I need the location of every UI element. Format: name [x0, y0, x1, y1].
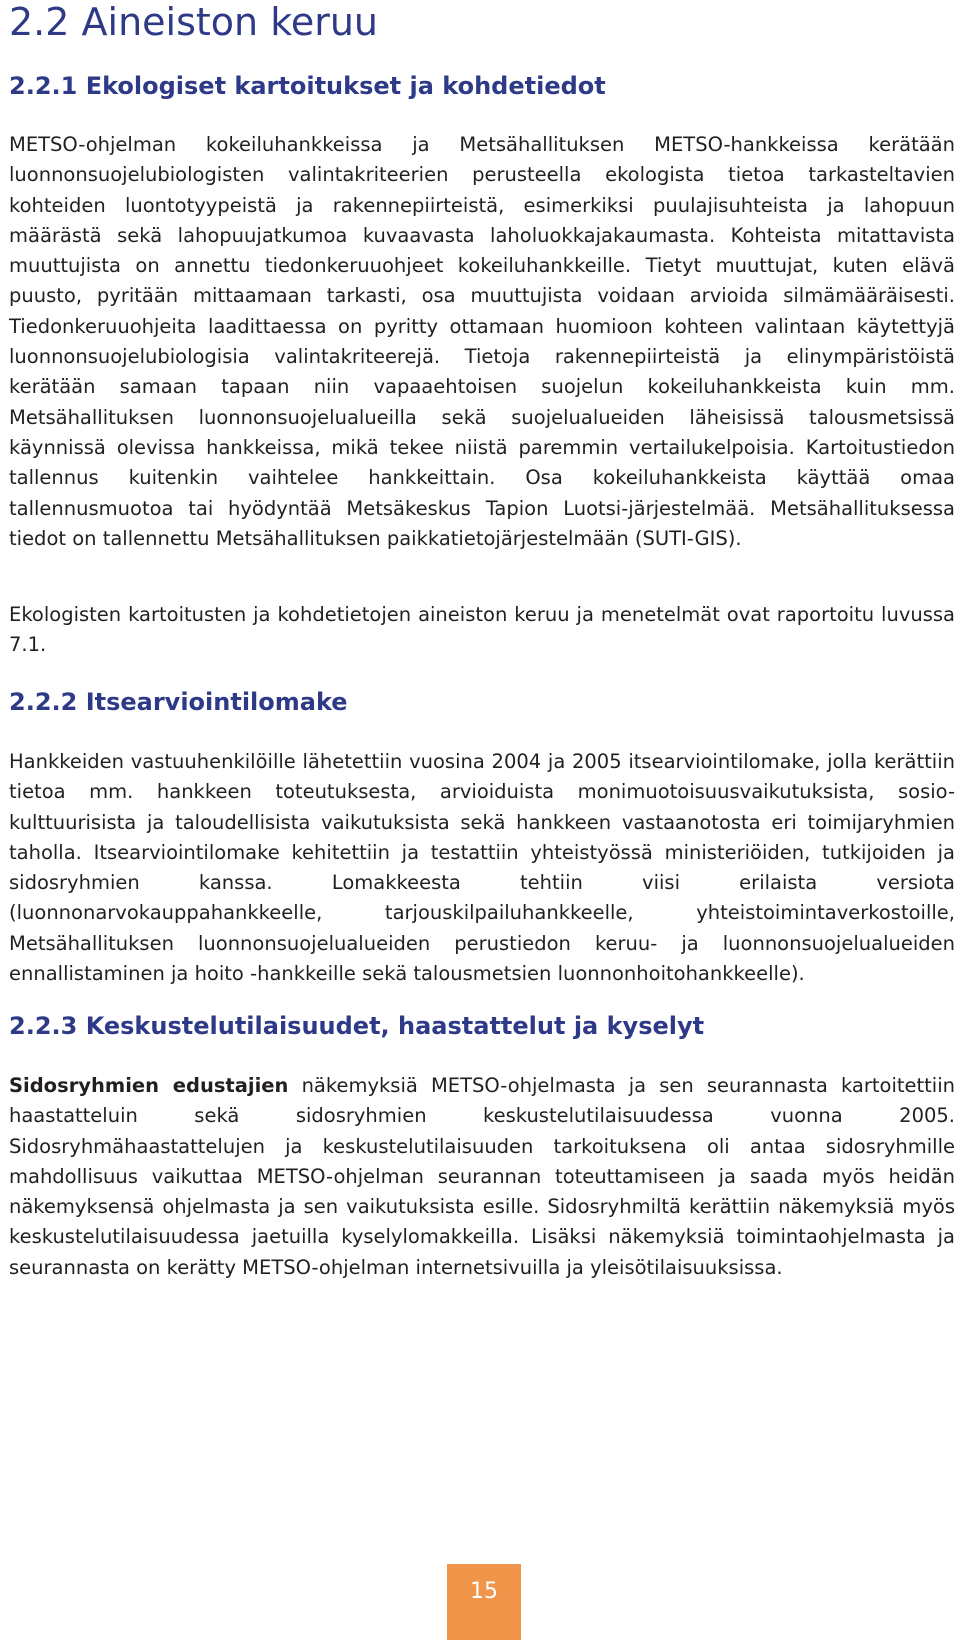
section-heading-2-2-1: 2.2.1 Ekologiset kartoitukset ja kohdetiedot [9, 72, 606, 100]
page-number: 15 [470, 1579, 498, 1604]
section-heading-2-2-2: 2.2.2 Itsearviointilomake [9, 688, 348, 716]
paragraph-rest-text: näkemyksiä METSO-ohjelmasta ja sen seurannasta kartoitettiin haastatteluin sekä sidosryhmien keskustelutilaisuudessa vuonna 2005. Sidosryhmähaastattelujen ja keskustelutilaisuuden tarkoituksena oli antaa sidosryhmille mahdollisuus vaikuttaa METSO-ohjelman seurannan toteuttamiseen ja saada myös heidän näkemyksensä ohjelmasta ja sen vaikutuksista esille. Sidosryhmiltä kerättiin näkemyksiä myös keskustelutilaisuudessa jaetuilla kyselylomakkeilla. Lisäksi näkemyksiä toimintaohjelmasta ja seurannasta on kerätty METSO-ohjelman internetsivuilla ja yleisötilaisuuksissa. [9, 1074, 955, 1279]
chapter-heading: 2.2 Aineiston keruu [9, 0, 379, 44]
lead-bold-text: Sidosryhmien edustajien [9, 1074, 289, 1097]
section-2-2-1-paragraph-1: METSO-ohjelman kokeiluhankkeissa ja Metsähallituksen METSO-hankkeissa kerätään luonnonsuojelubiologisten valintakriteerien perusteella ekologista tietoa tarkasteltavien kohteiden luontotyypeistä ja rakennepiirteistä, esimerkiksi puulajisuhteista ja lahopuun määrästä sekä lahopuujatkumoa kuvaavasta laholuokkajakaumasta. Kohteista mitattavista muuttujista on annettu tiedonkeruuohjeet kokeiluhankkeille. Tietyt muuttujat, kuten elävä puusto, pyritään mittaamaan tarkasti, osa muuttujista voidaan arvioida silmämääräisesti. Tiedonkeruuohjeita laadittaessa on pyritty ottamaan huomioon kohteen valintaan käytettyjä luonnonsuojelubiologisia valintakriteerejä. Tietoja rakennepiirteistä ja elinympäristöistä kerätään samaan tapaan niin vapaaehtoisen suojelun kokeiluhankkeista kuin mm. Metsähallituksen luonnonsuojelualueilla sekä suojelualueiden läheisissä talousmetsissä käynnissä olevissa hankkeissa, mikä tekee niistä paremmin vertailukelpoisia. Kartoitustiedon tallennus kuitenkin vaihtelee hankkeittain. Osa kokeiluhankkeista käyttää omaa tallennusmuotoa tai hyödyntää Metsäkeskus Tapion Luotsi-järjestelmää. Metsähallituksessa tiedot on tallennettu Metsähallituksen paikkatietojärjestelmään (SUTI-GIS). [9, 133, 955, 550]
section-2-2-1-paragraph-2: Ekologisten kartoitusten ja kohdetietojen aineiston keruu ja menetelmät ovat raportoitu luvussa 7.1. [9, 603, 955, 657]
section-2-2-3-paragraph [9, 1071, 955, 1283]
section-2-2-2-paragraph: Hankkeiden vastuuhenkilöille lähetettiin vuosina 2004 ja 2005 itsearviointilomake, jolla kerättiin tietoa mm. hankkeen toteutuksesta, arvioiduista monimuotoisuusvaikutuksista, sosio-kulttuurisista ja taloudellisista vaikutuksista sekä hankkeen vastaanotosta eri toimijaryhmien taholla. Itsearviointilomake kehitettiin ja testattiin yhteistyössä ministeriöiden, tutkijoiden ja sidosryhmien kanssa. Lomakkeesta tehtiin viisi erilaista versiota (luonnonarvokauppahankkeelle, tarjouskilpailuhankkeelle, yhteistoimintaverkostoille, Metsähallituksen luonnonsuojelualueiden perustiedon keruu- ja luonnonsuojelualueiden ennallistaminen ja hoito -hankkeille sekä talousmetsien luonnonhoitohankkeelle). [9, 750, 955, 986]
page-number-badge [447, 1564, 521, 1640]
section-heading-2-2-3: 2.2.3 Keskustelutilaisuudet, haastattelut ja kyselyt [9, 1012, 705, 1040]
